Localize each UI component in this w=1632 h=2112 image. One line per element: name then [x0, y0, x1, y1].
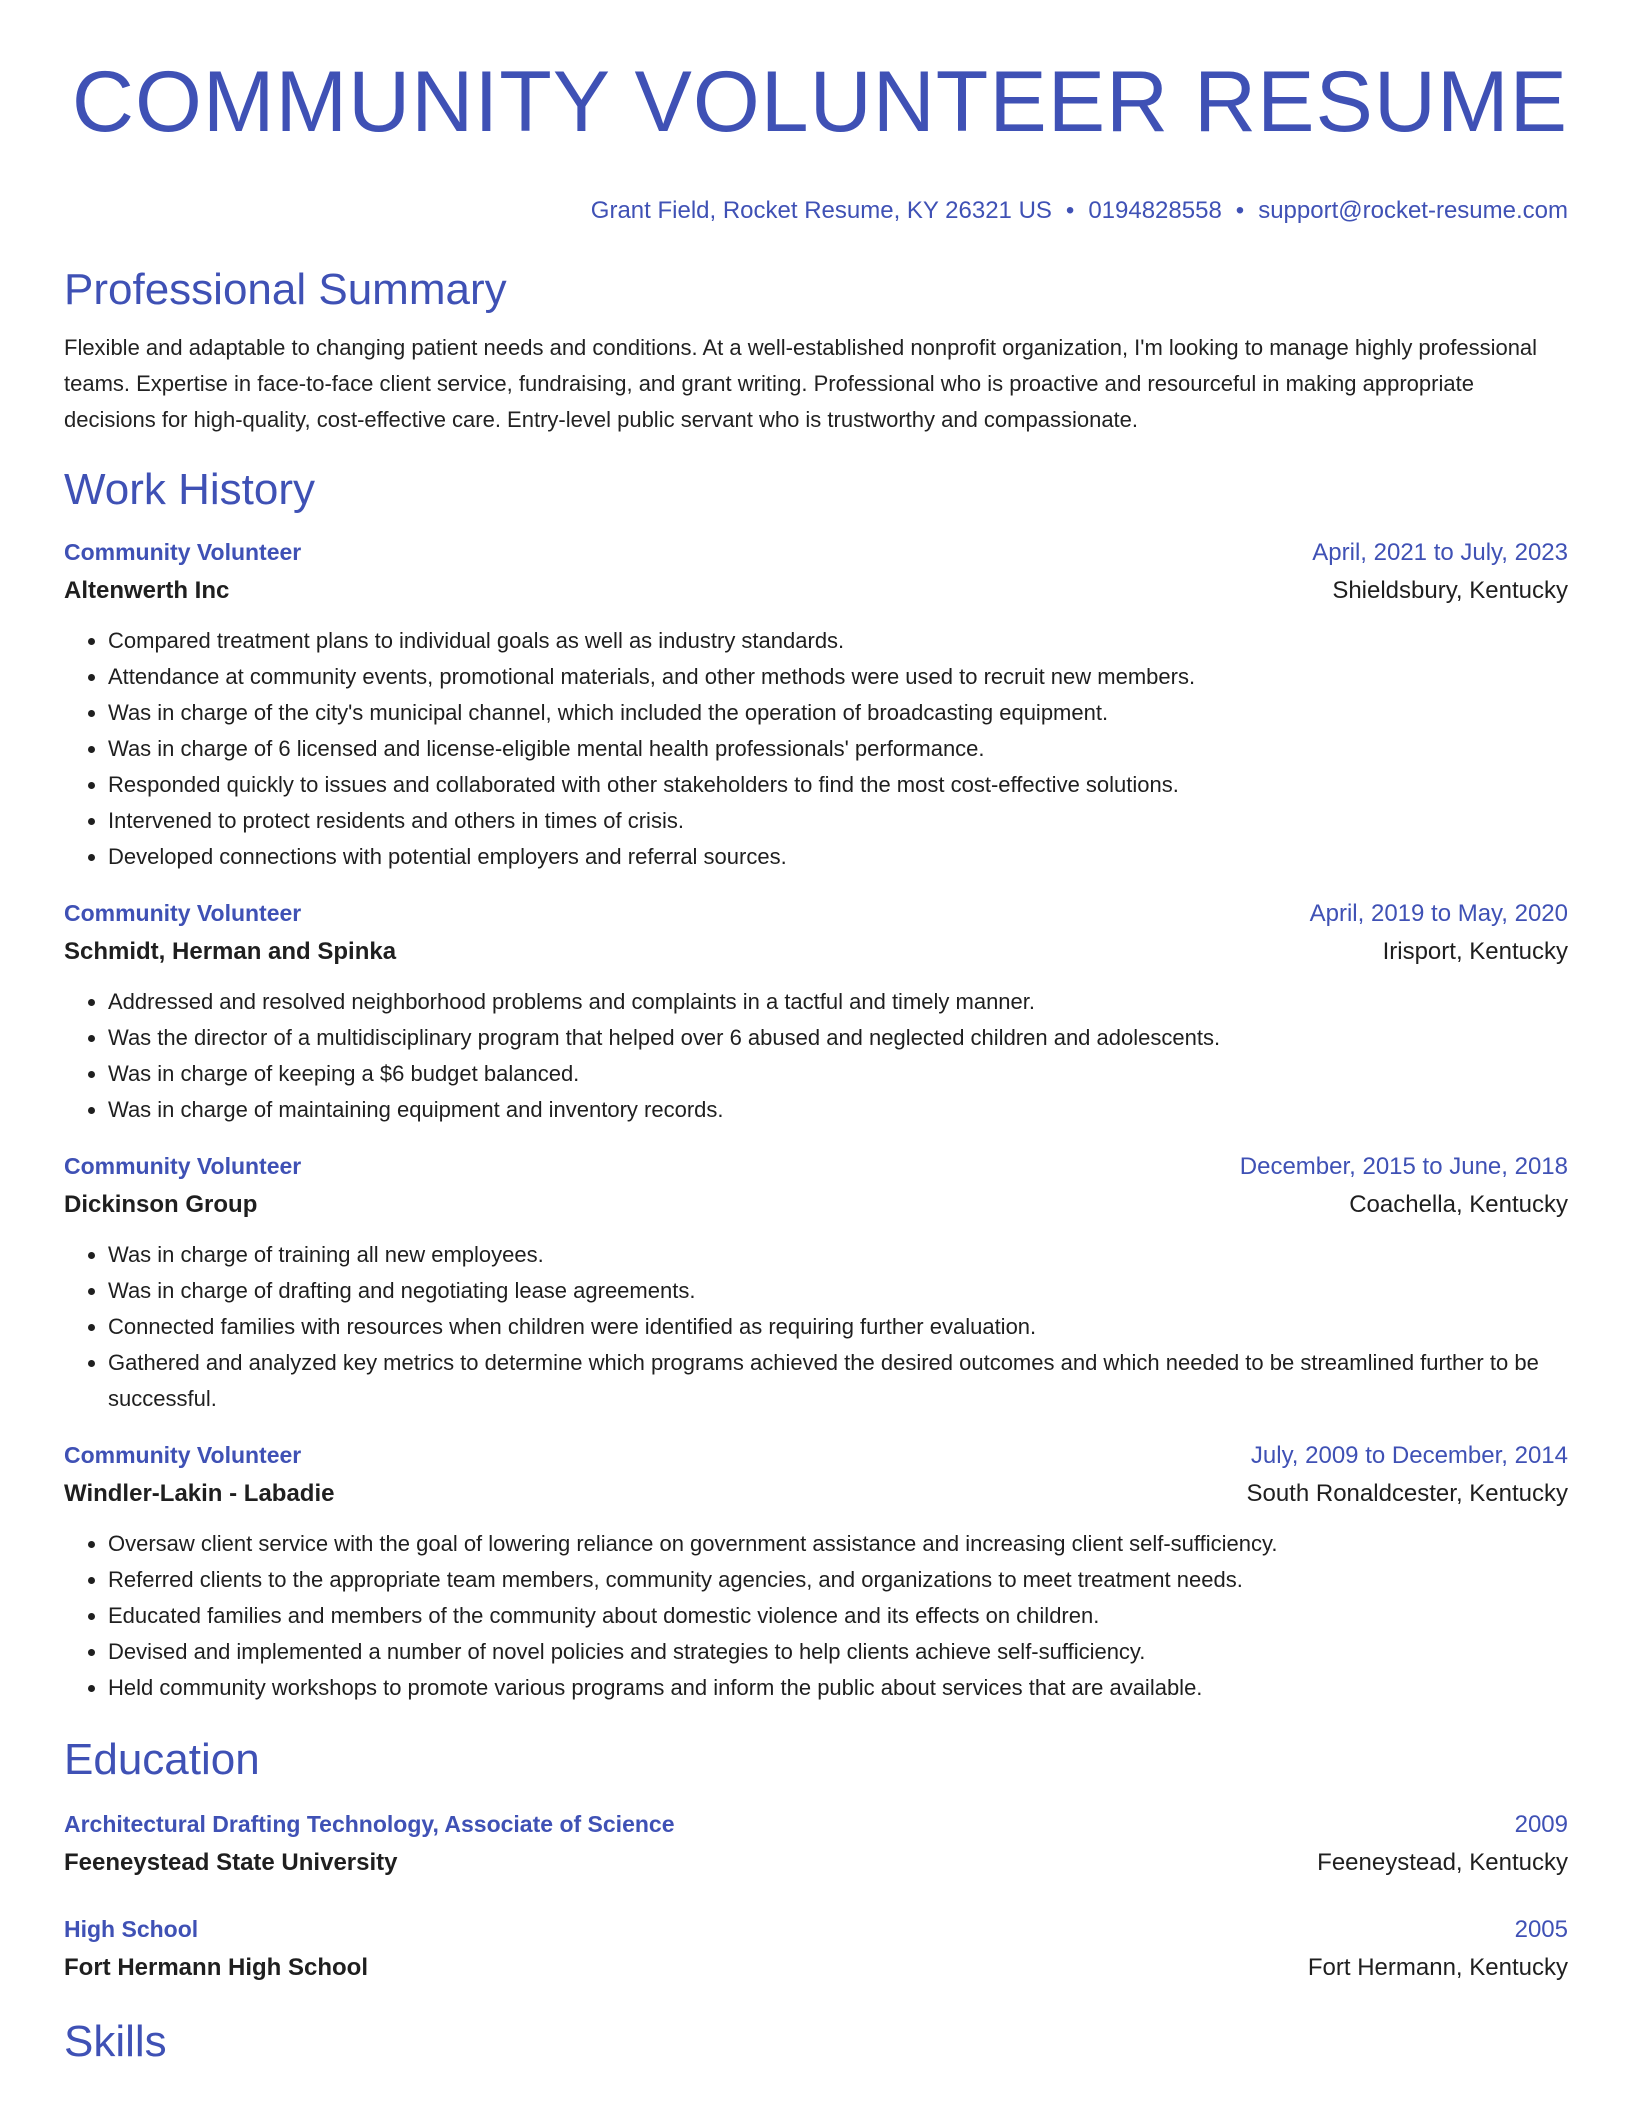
- job-bullets: [64, 1526, 1568, 1706]
- job-bullet: • Gathered and analyzed key metrics to determine which programs achieved the desired outcomes and which needed to be streamlined further to be successful.: [108, 1345, 1568, 1417]
- job-bullet: • Devised and implemented a number of novel policies and strategies to help clients achieve self-sufficiency.: [108, 1634, 1568, 1670]
- job-entry: [64, 1437, 1568, 1706]
- job-bullet: • Intervened to protect residents and others in times of crisis.: [108, 803, 1568, 839]
- work-history-list: [64, 534, 1568, 1706]
- contact-email: support@rocket-resume.com: [1258, 197, 1568, 224]
- job-dates: July, 2009 to December, 2014: [1250, 1442, 1568, 1469]
- job-bullet: • Responded quickly to issues and collaborated with other stakeholders to find the most cost-effective solutions.: [108, 767, 1568, 803]
- job-bullet: • Was in charge of maintaining equipment and inventory records.: [108, 1092, 1568, 1128]
- job-dates: April, 2019 to May, 2020: [1309, 900, 1568, 927]
- skills-heading: Skills: [64, 2017, 167, 2066]
- contact-phone: 0194828558: [1088, 197, 1222, 224]
- resume-title: COMMUNITY VOLUNTEER RESUME: [71, 54, 1568, 150]
- education-entry: [64, 1911, 1568, 1988]
- summary-heading: Professional Summary: [64, 265, 507, 314]
- job-bullet: • Was in charge of 6 licensed and license-eligible mental health professionals' performance.: [108, 731, 1568, 767]
- job-bullets: [64, 984, 1568, 1128]
- job-bullet: • Oversaw client service with the goal of lowering reliance on government assistance and increasing client self-sufficiency.: [108, 1526, 1568, 1562]
- job-bullet: • Was in charge of training all new employees.: [108, 1237, 1568, 1273]
- contact-address: Grant Field, Rocket Resume, KY 26321 US: [590, 197, 1052, 224]
- contact-line: [64, 196, 1568, 226]
- job-bullet: • Was in charge of keeping a $6 budget balanced.: [108, 1056, 1568, 1092]
- job-location: South Ronaldcester, Kentucky: [1246, 1480, 1568, 1507]
- job-bullet: • Connected families with resources when children were identified as requiring further evaluation.: [108, 1309, 1568, 1345]
- job-location: Irisport, Kentucky: [1382, 938, 1568, 965]
- job-title: Community Volunteer: [64, 539, 302, 565]
- job-company: Windler-Lakin - Labadie: [64, 1480, 335, 1507]
- job-bullet: • Was the director of a multidisciplinary program that helped over 6 abused and neglected children and adolescents.: [108, 1020, 1568, 1056]
- job-title: Community Volunteer: [64, 1153, 302, 1179]
- job-bullet: • Held community workshops to promote various programs and inform the public about services that are available.: [108, 1670, 1568, 1706]
- education-location: Fort Hermann, Kentucky: [1307, 1954, 1568, 1981]
- education-list: [64, 1806, 1568, 1988]
- job-bullet: • Developed connections with potential employers and referral sources.: [108, 839, 1568, 875]
- education-degree: Architectural Drafting Technology, Associate of Science: [64, 1811, 675, 1837]
- education-heading: Education: [64, 1735, 260, 1784]
- job-bullets: [64, 1237, 1568, 1417]
- job-bullet: • Educated families and members of the community about domestic violence and its effects on children.: [108, 1598, 1568, 1634]
- summary-text: Flexible and adaptable to changing patient needs and conditions. At a well-established nonprofit organization, I'm looking to manage highly professional teams. Expertise in face-to-face client service, fundraising, and grant writing. Professional who is proactive and resourceful in making appropriate decisions for high-quality, cost-effective care. Entry-level public servant who is trustworthy and compassionate.: [64, 335, 1538, 432]
- job-bullet: • Attendance at community events, promotional materials, and other methods were used to recruit new members.: [108, 659, 1568, 695]
- contact-separator: •: [1065, 197, 1075, 224]
- job-entry: [64, 534, 1568, 875]
- job-location: Shieldsbury, Kentucky: [1332, 577, 1568, 604]
- job-entry: [64, 1148, 1568, 1417]
- education-year: 2005: [1514, 1916, 1568, 1943]
- job-bullet: • Referred clients to the appropriate team members, community agencies, and organizations to meet treatment needs.: [108, 1562, 1568, 1598]
- job-location: Coachella, Kentucky: [1349, 1191, 1568, 1218]
- job-entry: [64, 895, 1568, 1128]
- education-school: Feeneystead State University: [64, 1849, 398, 1876]
- education-year: 2009: [1514, 1811, 1568, 1838]
- job-title: Community Volunteer: [64, 1442, 302, 1468]
- education-degree: High School: [64, 1916, 199, 1942]
- job-company: Dickinson Group: [64, 1191, 258, 1218]
- education-entry: [64, 1806, 1568, 1883]
- job-company: Schmidt, Herman and Spinka: [64, 938, 397, 965]
- job-bullet: • Was in charge of drafting and negotiating lease agreements.: [108, 1273, 1568, 1309]
- contact-separator: •: [1235, 197, 1245, 224]
- job-title: Community Volunteer: [64, 900, 302, 926]
- job-bullet: • Compared treatment plans to individual goals as well as industry standards.: [108, 623, 1568, 659]
- work-history-heading: Work History: [64, 465, 315, 514]
- job-dates: December, 2015 to June, 2018: [1239, 1153, 1568, 1180]
- education-location: Feeneystead, Kentucky: [1317, 1849, 1568, 1876]
- education-school: Fort Hermann High School: [64, 1954, 369, 1981]
- job-company: Altenwerth Inc: [64, 577, 230, 604]
- job-bullets: [64, 623, 1568, 875]
- job-bullet: • Addressed and resolved neighborhood problems and complaints in a tactful and timely manner.: [108, 984, 1568, 1020]
- job-bullet: • Was in charge of the city's municipal channel, which included the operation of broadcasting equipment.: [108, 695, 1568, 731]
- job-dates: April, 2021 to July, 2023: [1312, 539, 1568, 566]
